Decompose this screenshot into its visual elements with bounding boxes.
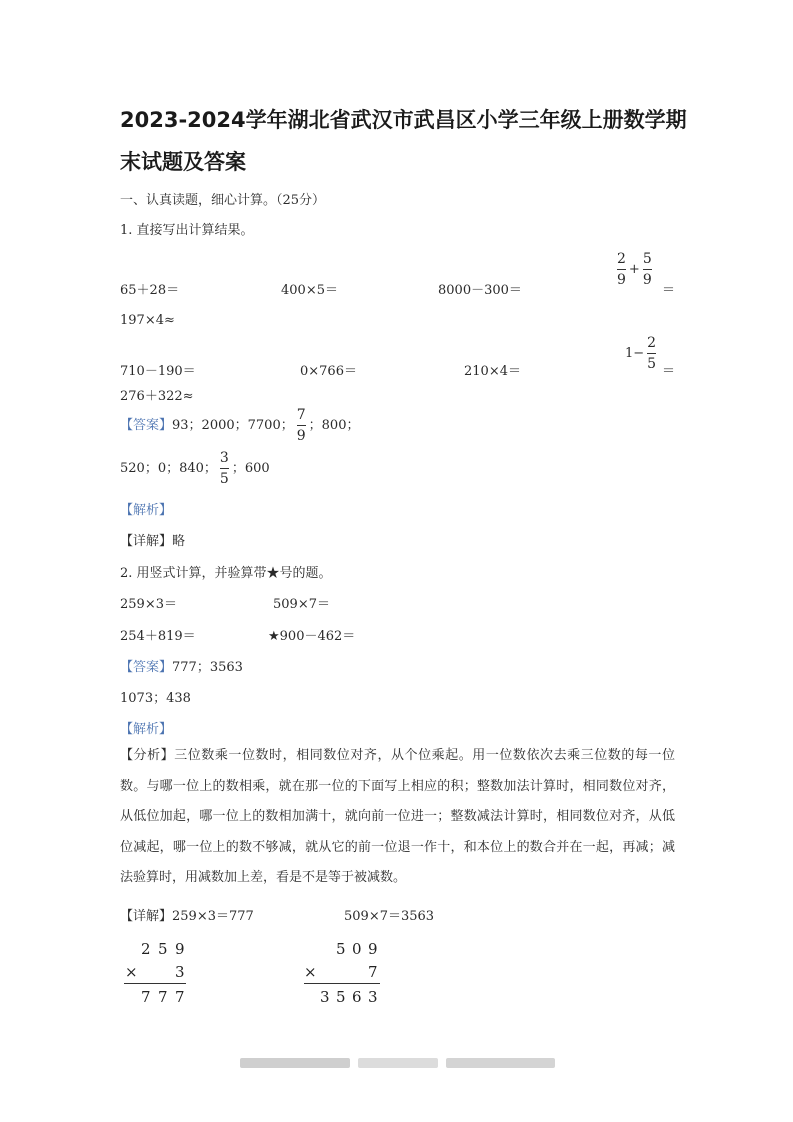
document-title-line2: 末试题及答案 [120, 150, 246, 174]
question-2-label: 2. 用竖式计算，并验算带★号的题。 [120, 566, 332, 581]
fraction-denominator: 9 [296, 428, 306, 444]
digit: 7 [368, 963, 378, 981]
answer-text: 520；0；840； [120, 461, 217, 476]
fraction-bar [220, 468, 229, 469]
q1-item-2: 400×5＝ [281, 283, 338, 298]
q2-analysis-tag: 【解析】 [120, 722, 173, 737]
fraction-denominator: 5 [219, 471, 229, 487]
q1-item-8: 210×4＝ [464, 364, 521, 379]
fenxi-text: 三位数乘一位数时，相同数位对齐，从个位乘起。用一位数依次去乘三位数的每一位数。与哪一位上的数相乘，就在那一位的下面写上相应的积；整数加法计算时，相同数位对齐，从低位加起，哪一位上的数相加满十，就向前一位进一；整数减法计算时，相同数位对齐，从低位减起，哪一位上的数不够减，就从它的前一位退一作十，和本位上的数合并在一起，再减；减法验算时，用减数加上差，看是不是等于被减数。 [120, 748, 675, 885]
detail-tag: 【详解】 [120, 534, 173, 549]
fraction-bar [643, 269, 652, 270]
fraction [643, 252, 652, 287]
fraction-bar [617, 269, 626, 270]
fraction-numerator: 3 [219, 450, 229, 466]
multiply-sign: × [125, 963, 138, 981]
detail-tag: 【详解】 [120, 909, 173, 924]
digit: 3 [368, 988, 378, 1006]
digit: 5 [158, 940, 168, 958]
answer-text: 93；2000；7700； [172, 418, 294, 433]
q2-item-3: 254＋819＝ [120, 629, 196, 644]
digit: 7 [158, 988, 168, 1006]
q1-detail [120, 530, 185, 549]
q2-item-2: 509×7＝ [273, 597, 330, 612]
digit: 2 [141, 940, 151, 958]
fraction-numerator: 7 [296, 407, 306, 423]
q1-answer-line1 [120, 408, 359, 443]
vertical-calc-509x7 [300, 936, 390, 1006]
q2-answer-line2: 1073；438 [120, 691, 191, 706]
q2-detail-equation-2: 509×7＝3563 [344, 909, 435, 924]
answer-text: 777；3563 [172, 660, 243, 675]
fraction-numerator: 2 [647, 335, 657, 351]
q1-item-9 [625, 336, 659, 371]
q2-answer-line1 [120, 656, 243, 675]
q1-item-5: 197×4≈ [120, 313, 175, 328]
q1-item-6: 710－190＝ [120, 364, 196, 379]
fraction [297, 408, 306, 443]
plus-sign: + [628, 262, 640, 277]
q1-item-10: 276＋322≈ [120, 389, 194, 404]
digit: 9 [175, 940, 185, 958]
section-heading: 一、认真读题，细心计算。（25分） [120, 193, 326, 208]
digit: 9 [368, 940, 378, 958]
fraction-denominator: 9 [642, 272, 652, 288]
blur-block [446, 1058, 555, 1068]
digit: 0 [352, 940, 362, 958]
q1-item-9-eq: ＝ [662, 364, 676, 379]
q1-item-4-eq: ＝ [662, 283, 676, 298]
fenxi-tag: 【分析】 [120, 748, 175, 763]
q2-item-1: 259×3＝ [120, 597, 177, 612]
detail-text: 略 [172, 534, 186, 549]
fraction-numerator: 2 [617, 251, 626, 267]
q1-answer-line2 [120, 451, 270, 486]
digit: 5 [336, 940, 346, 958]
fraction-bar [297, 425, 306, 426]
answer-tag: 【答案】 [120, 660, 173, 675]
answer-text: ；600 [231, 461, 270, 476]
q1-item-7: 0×766＝ [300, 364, 357, 379]
calc-line [124, 983, 186, 984]
q2-detail-line [120, 905, 254, 924]
vertical-calc-259x3 [120, 936, 200, 1006]
detail-equation: 259×3＝777 [172, 909, 254, 924]
blurred-footer-watermark [240, 1055, 555, 1071]
question-1-label: 1. 直接写出计算结果。 [120, 223, 254, 238]
q1-item-1: 65＋28＝ [120, 283, 180, 298]
digit: 7 [141, 988, 151, 1006]
fraction-denominator: 5 [647, 356, 657, 372]
digit: 5 [336, 988, 346, 1006]
q1-item-3: 8000－300＝ [438, 283, 522, 298]
fraction [220, 451, 229, 486]
fraction-bar [647, 353, 656, 354]
fraction-numerator: 5 [642, 251, 652, 267]
answer-tag: 【答案】 [120, 418, 173, 433]
fraction [647, 336, 656, 371]
blur-block [358, 1058, 438, 1068]
fraction-denominator: 9 [617, 272, 626, 288]
answer-text: ；800； [308, 418, 360, 433]
q2-item-4: ★900－462＝ [268, 629, 356, 644]
q1-item-4 [614, 252, 655, 287]
calc-line [304, 983, 380, 984]
multiply-sign: × [304, 963, 317, 981]
blur-block [240, 1058, 350, 1068]
digit: 3 [175, 963, 185, 981]
q1-analysis-tag: 【解析】 [120, 503, 173, 518]
digit: 3 [320, 988, 330, 1006]
digit: 6 [352, 988, 362, 1006]
q2-analysis-paragraph [120, 741, 675, 894]
one-minus: 1− [625, 346, 645, 361]
fraction [617, 252, 626, 287]
digit: 7 [175, 988, 185, 1006]
document-title-line1: 2023-2024学年湖北省武汉市武昌区小学三年级上册数学期 [120, 108, 687, 132]
